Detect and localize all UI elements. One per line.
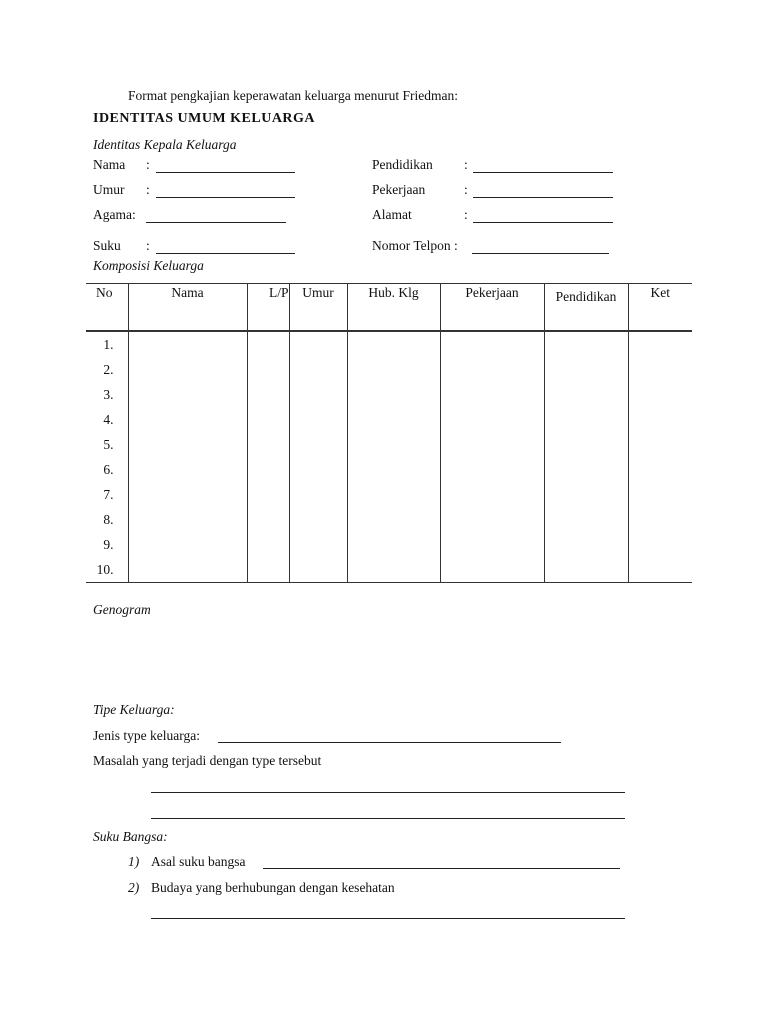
table-cell[interactable]	[247, 532, 289, 557]
table-cell[interactable]	[440, 482, 544, 507]
table-cell[interactable]	[289, 557, 347, 583]
table-cell[interactable]	[289, 532, 347, 557]
table-cell[interactable]	[544, 457, 628, 482]
col-header-no: No	[86, 284, 128, 332]
field-label-suku: Suku	[93, 238, 121, 253]
table-cell[interactable]	[628, 357, 692, 382]
table-cell[interactable]	[440, 532, 544, 557]
row-number: 4.	[86, 407, 128, 432]
col-header-lp: L/P	[247, 284, 289, 332]
table-cell[interactable]	[440, 457, 544, 482]
table-row	[86, 532, 692, 557]
item-number: 1)	[128, 854, 140, 869]
table-cell[interactable]	[347, 482, 440, 507]
table-cell[interactable]	[289, 457, 347, 482]
table-cell[interactable]	[247, 382, 289, 407]
row-number: 5.	[86, 432, 128, 457]
table-cell[interactable]	[247, 432, 289, 457]
table-cell[interactable]	[247, 357, 289, 382]
table-cell[interactable]	[128, 532, 247, 557]
table-cell[interactable]	[628, 482, 692, 507]
table-cell[interactable]	[628, 457, 692, 482]
kepala-keluarga-title: Identitas Kepala Keluarga	[93, 137, 237, 152]
table-row	[86, 457, 692, 482]
table-cell[interactable]	[289, 432, 347, 457]
genogram-label: Genogram	[93, 602, 151, 617]
table-cell[interactable]	[628, 507, 692, 532]
table-cell[interactable]	[628, 557, 692, 583]
nama-blank[interactable]	[156, 172, 295, 173]
suku-blank[interactable]	[156, 253, 295, 254]
field-label-pekerjaan: Pekerjaan	[372, 182, 426, 197]
table-cell[interactable]	[628, 382, 692, 407]
col-header-hub-klg: Hub. Klg	[347, 284, 440, 332]
table-cell[interactable]	[347, 532, 440, 557]
nomor-telpon-blank[interactable]	[472, 253, 609, 254]
table-header-row	[86, 284, 692, 332]
jenis-type-blank[interactable]	[218, 742, 561, 743]
col-header-pendidikan: Pendidikan	[544, 284, 628, 332]
komposisi-title: Komposisi Keluarga	[93, 258, 204, 273]
field-sep: :	[464, 182, 468, 197]
col-header-pekerjaan: Pekerjaan	[440, 284, 544, 332]
field-label-nama: Nama	[93, 157, 126, 172]
field-sep: :	[146, 182, 150, 197]
field-label-alamat: Alamat	[372, 207, 412, 222]
row-number: 10.	[86, 557, 128, 583]
table-cell[interactable]	[544, 331, 628, 357]
table-cell[interactable]	[247, 557, 289, 583]
table-row	[86, 357, 692, 382]
table-cell[interactable]	[628, 532, 692, 557]
table-cell[interactable]	[247, 407, 289, 432]
table-cell[interactable]	[440, 357, 544, 382]
table-cell[interactable]	[128, 432, 247, 457]
table-row	[86, 482, 692, 507]
table-cell[interactable]	[347, 557, 440, 583]
table-row	[86, 432, 692, 457]
table-cell[interactable]	[544, 482, 628, 507]
field-label-pendidikan: Pendidikan	[372, 157, 433, 172]
table-row	[86, 382, 692, 407]
table-cell[interactable]	[544, 382, 628, 407]
col-header-ket: Ket	[628, 284, 692, 332]
table-cell[interactable]	[128, 557, 247, 583]
table-cell[interactable]	[128, 331, 247, 357]
table-cell[interactable]	[440, 407, 544, 432]
field-sep: :	[464, 207, 468, 222]
asal-suku-label: Asal suku bangsa	[151, 854, 246, 869]
table-cell[interactable]	[289, 507, 347, 532]
table-cell[interactable]	[544, 357, 628, 382]
pendidikan-blank[interactable]	[473, 172, 613, 173]
table-cell[interactable]	[289, 407, 347, 432]
table-cell[interactable]	[289, 482, 347, 507]
table-cell[interactable]	[289, 382, 347, 407]
table-cell[interactable]	[544, 532, 628, 557]
table-cell[interactable]	[347, 357, 440, 382]
table-cell[interactable]	[628, 432, 692, 457]
alamat-blank[interactable]	[473, 222, 613, 223]
table-cell[interactable]	[128, 507, 247, 532]
table-cell[interactable]	[440, 507, 544, 532]
row-number: 9.	[86, 532, 128, 557]
row-number: 1.	[86, 331, 128, 357]
table-cell[interactable]	[544, 432, 628, 457]
tipe-keluarga-title: Tipe Keluarga:	[93, 702, 175, 717]
row-number: 3.	[86, 382, 128, 407]
table-cell[interactable]	[544, 507, 628, 532]
table-cell[interactable]	[128, 457, 247, 482]
table-row	[86, 407, 692, 432]
umur-blank[interactable]	[156, 197, 295, 198]
table-row	[86, 507, 692, 532]
field-label-agama: Agama:	[93, 207, 136, 222]
row-number: 8.	[86, 507, 128, 532]
table-cell[interactable]	[347, 457, 440, 482]
table-cell[interactable]	[128, 482, 247, 507]
item-number: 2)	[128, 880, 140, 895]
field-sep: :	[464, 157, 468, 172]
table-row	[86, 557, 692, 583]
table-cell[interactable]	[544, 557, 628, 583]
table-cell[interactable]	[628, 331, 692, 357]
field-sep: :	[146, 157, 150, 172]
table-cell[interactable]	[544, 407, 628, 432]
pekerjaan-blank[interactable]	[473, 197, 613, 198]
table-cell[interactable]	[440, 432, 544, 457]
asal-suku-blank[interactable]	[263, 868, 620, 869]
budaya-label: Budaya yang berhubungan dengan kesehatan	[151, 880, 395, 895]
table-cell[interactable]	[347, 331, 440, 357]
table-cell[interactable]	[247, 482, 289, 507]
table-cell[interactable]	[247, 331, 289, 357]
col-header-nama: Nama	[128, 284, 247, 332]
table-cell[interactable]	[347, 507, 440, 532]
komposisi-table	[86, 283, 692, 583]
table-cell[interactable]	[247, 507, 289, 532]
table-cell[interactable]	[289, 357, 347, 382]
table-cell[interactable]	[128, 382, 247, 407]
agama-blank[interactable]	[146, 222, 286, 223]
field-label-umur: Umur	[93, 182, 125, 197]
table-cell[interactable]	[628, 407, 692, 432]
table-cell[interactable]	[440, 382, 544, 407]
intro-text: Format pengkajian keperawatan keluarga menurut Friedman:	[128, 88, 459, 103]
table-cell[interactable]	[347, 432, 440, 457]
table-cell[interactable]	[247, 457, 289, 482]
table-cell[interactable]	[440, 331, 544, 357]
budaya-blank[interactable]	[151, 918, 625, 919]
section-heading: IDENTITAS UMUM KELUARGA	[93, 111, 316, 126]
table-cell[interactable]	[440, 557, 544, 583]
table-cell[interactable]	[347, 407, 440, 432]
masalah-blank-1[interactable]	[151, 792, 625, 793]
masalah-blank-2[interactable]	[151, 818, 625, 819]
row-number: 2.	[86, 357, 128, 382]
masalah-label: Masalah yang terjadi dengan type tersebut	[93, 753, 322, 768]
col-header-umur: Umur	[289, 284, 347, 332]
table-cell[interactable]	[347, 382, 440, 407]
table-cell[interactable]	[289, 331, 347, 357]
field-label-nomor-telpon: Nomor Telpon :	[372, 238, 458, 253]
table-cell[interactable]	[128, 407, 247, 432]
row-number: 6.	[86, 457, 128, 482]
field-sep: :	[146, 238, 150, 253]
jenis-type-label: Jenis type keluarga:	[93, 728, 200, 743]
table-cell[interactable]	[128, 357, 247, 382]
suku-bangsa-title: Suku Bangsa:	[93, 829, 168, 844]
table-row	[86, 331, 692, 357]
row-number: 7.	[86, 482, 128, 507]
